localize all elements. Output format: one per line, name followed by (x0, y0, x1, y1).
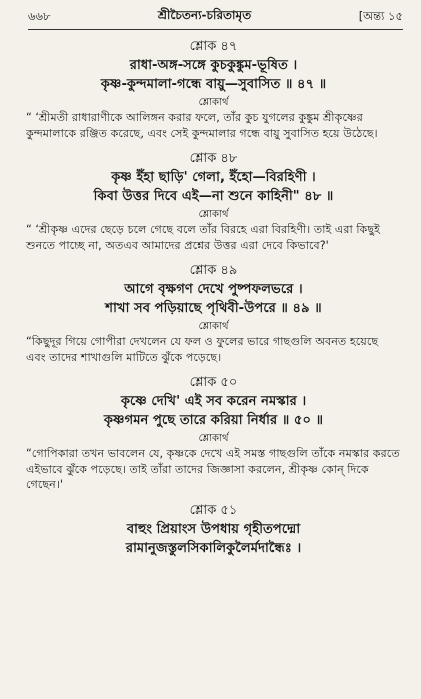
sloka-block-49 (26, 262, 401, 365)
sloka-heading: শ্লোক ৫০ (189, 375, 238, 390)
meaning-label: শ্লোকার্থ (198, 209, 229, 220)
book-title: শ্রীচৈতন্য-চরিতামৃত (157, 8, 252, 22)
translation-line: শুনতে পাচ্ছে না, অতএব আমাদের প্রশ্নের উত্তর এরা দেবে কিভাবে?' (26, 238, 329, 252)
verse-line: কৃষ্ণ-কুন্দমালা-গন্ধে বায়ু—সুবাসিত ॥ ৪৭ ॥ (100, 77, 327, 92)
translation-line: এবং তাদের শাখাগুলি মাটিতে ঝুঁকে পড়েছে। (26, 350, 222, 364)
verse-line: শাখা সব পড়িয়াছে পৃথিবী-উপরে ॥ ৪৯ ॥ (105, 301, 322, 316)
verse-line: কৃষ্ণ ইঁহা ছাড়ি' গেলা, ইঁহো—বিরহিণী । (111, 170, 316, 185)
translation-line: “ ‘শ্রীমতী রাধারাণীকে আলিঙ্গন করার ফলে, তাঁর কুচ যুগলের কুঙ্কুম শ্রীকৃষ্ণের (26, 111, 363, 124)
header-rule (28, 29, 403, 30)
sloka-heading: শ্লোক ৪৯ (189, 263, 238, 278)
translation-line: “গোপিকারা তখন ভাবলেন যে, কৃষ্ণকে দেখে এই সমস্ত গাছগুলি তাঁকে নমস্কার করতে (26, 447, 400, 460)
translation-line: এইভাবে ঝুঁকে পড়েছে। তাই তাঁরা তাদের জিজ্ঞাসা করলেন, শ্রীকৃষ্ণ কোন্ দিকে (26, 462, 369, 476)
section-label: [অন্ত্য ১৫ (358, 8, 403, 23)
verse-line: বাহুং প্রিয়াংস উপধায় গৃহীতপদ্মো (126, 521, 301, 537)
sloka-block-48 (26, 150, 401, 253)
sloka-block-51 (26, 502, 401, 558)
verse-line: আগে বৃক্ষগণ দেখে পুষ্পফলভরে । (124, 282, 303, 297)
translation-line: “কিছুদূর গিয়ে গোপীরা দেখলেন যে ফল ও ফুলের ভারে গাছগুলি অবনত হয়েছে (26, 335, 379, 348)
verse-line: কৃষ্ণে দেখি' এই সব করেন নমস্কার । (120, 394, 307, 409)
verse-line: কিবা উত্তর দিবে এই—না শুনে কাহিনী" ৪৮ ॥ (93, 189, 334, 204)
translation-line: গেছেন।' (26, 478, 63, 491)
sloka-heading: শ্লোক ৪৭ (189, 39, 238, 54)
verse-line: রামানুজস্তুলসিকালিকুলৈর্মদান্ধৈঃ । (125, 540, 302, 556)
sloka-block-50 (26, 374, 401, 493)
meaning-label: শ্লোকার্থ (198, 321, 229, 332)
sloka-heading: শ্লোক ৪৮ (189, 151, 238, 166)
running-header (28, 6, 403, 28)
verse-line: কৃষ্ণগমন পুছে তারে করিয়া নির্ধার ॥ ৫০ ॥ (103, 413, 324, 428)
translation-line: কুন্দমালাকে রঞ্জিত করেছে, এবং সেই কুন্দমালার গন্ধে বায়ু সুবাসিত হয়ে উঠেছে। (26, 126, 378, 140)
sloka-heading: শ্লোক ৫১ (189, 502, 238, 518)
verse-line: রাধা-অঙ্গ-সঙ্গে কুচকুঙ্কুম-ভূষিত । (129, 58, 298, 73)
translation-line: “ ‘শ্রীকৃষ্ণ এদের ছেড়ে চলে গেছে বলে তাঁর বিরহে এরা বিরহিণী। তাই এরা কিছুই (26, 223, 380, 236)
meaning-label: শ্লোকার্থ (198, 433, 229, 444)
page-number: ৬৬৮ (28, 8, 51, 23)
meaning-label: শ্লোকার্থ (198, 97, 229, 108)
page-content (26, 38, 401, 558)
sloka-block-47 (26, 38, 401, 141)
